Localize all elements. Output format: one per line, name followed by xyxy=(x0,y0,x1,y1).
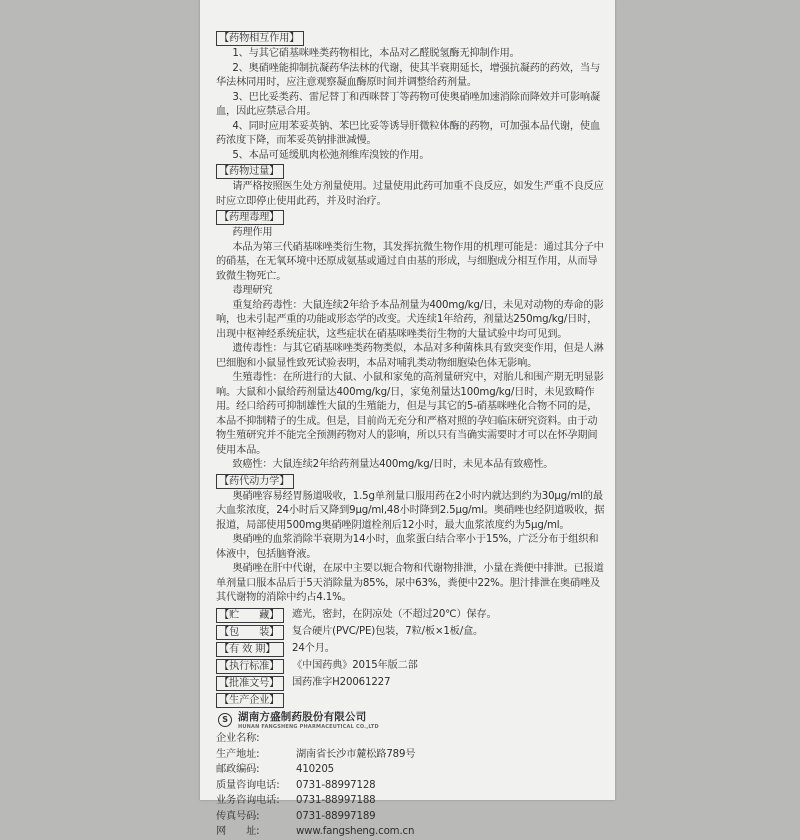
info-row-shelf-life xyxy=(216,641,607,658)
paragraph: 奥硝唑的血浆消除半衰期为14小时，血浆蛋白结合率小于15%，广泛分布于组织和体液中，包括脑脊液。 xyxy=(216,534,599,560)
paragraph: 遗传毒性：与其它硝基咪唑类药物类似，本品对多种菌株具有致突变作用，但是人淋巴细胞和小鼠显性致死试验表明，本品对哺乳类动物细胞染色体无影响。 xyxy=(216,343,604,369)
contact-row-company xyxy=(216,731,607,747)
section-heading: 【药代动力学】 xyxy=(216,474,294,489)
contact-row-website xyxy=(216,824,607,840)
manufacturer-name-en: HUNAN FANGSHENG PHARMACEUTICAL CO.,LTD xyxy=(238,724,379,730)
info-label: 【贮 藏】 xyxy=(216,608,284,623)
paragraph: 奥硝唑在肝中代谢，在尿中主要以轭合物和代谢物排泄，小量在粪便中排泄。已报道单剂量口服本品后于5天消除量为85%，尿中63%，粪便中22%。胆汁排泄在奥硝唑及其代谢物的消除中约占4.1%。 xyxy=(216,563,604,603)
contact-row-fax xyxy=(216,809,607,825)
contact-value: 0731-88997189 xyxy=(296,810,376,822)
info-value: 24个月。 xyxy=(292,642,335,654)
contact-label: 生产地址: xyxy=(216,748,260,760)
section-heading: 【药物相互作用】 xyxy=(216,31,304,46)
package-insert-sheet xyxy=(200,0,615,837)
contact-row-postcode xyxy=(216,762,607,778)
company-logo-icon: S xyxy=(218,713,232,727)
paragraph: 奥硝唑容易经胃肠道吸收，1.5g单剂量口服用药在2小时内就达到约为30μg/ml的最大血浆浓度，24小时后又降到9μg/ml,48小时降到2.5μg/ml。奥硝唑也经阴道吸收，据报道，局部使用500mg奥硝唑阴道栓剂后12小时，最大血浆浓度约为5μg/ml。 xyxy=(216,490,605,531)
info-row-approval-number xyxy=(216,675,607,692)
contact-value xyxy=(294,731,296,747)
paragraph: 3、巴比妥类药、雷尼替丁和西咪替丁等药物可使奥硝唑加速消除而降效并可影响凝血，因此应禁忌合用。 xyxy=(216,91,600,117)
paragraph: 请严格按照医生处方剂量使用。过量使用此药可加重不良反应，如发生严重不良反应时应立即停止使用此药，并及时治疗。 xyxy=(216,181,604,207)
manufacturer-name xyxy=(238,710,379,731)
contact-value: 0731-88997188 xyxy=(296,795,376,806)
section-overdose xyxy=(216,163,607,209)
contact-row-business-phone xyxy=(216,793,607,809)
info-value xyxy=(284,692,292,709)
section-heading: 【药物过量】 xyxy=(216,164,284,179)
section-pharmacology-toxicology xyxy=(216,209,607,473)
contact-details xyxy=(216,731,607,840)
subheading: 毒理研究 xyxy=(232,285,273,296)
paragraph: 生殖毒性：在所进行的大鼠、小鼠和家兔的高剂量研究中，对胎儿和围产期无明显影响。大鼠和小鼠给药剂量达400mg/kg/日，家兔剂量达100mg/kg/日时，未见致畸作用。经口给药可抑制雄性大鼠的生殖能力，但是与其它的5-硝基咪唑化合物不同的是，本品不抑制精子的生成。但是，目前尚无充分和严格对照的孕妇临床研究资料。由于动物生殖研究并不能完全预测药物对人的影响，所以只有当确实需要时才可以在怀孕期间使用本品。 xyxy=(216,372,604,456)
info-row-manufacturer xyxy=(216,692,607,709)
info-value: 《中国药典》2015年版二部 xyxy=(292,659,418,671)
info-row-standard xyxy=(216,658,607,675)
section-drug-interactions xyxy=(216,30,607,163)
info-label: 【批准文号】 xyxy=(216,676,284,691)
manufacturer-logo xyxy=(216,710,607,731)
paragraph: 本品为第三代硝基咪唑类衍生物，其发挥抗微生物作用的机理可能是：通过其分子中的硝基，在无氧环境中还原成氨基或通过自由基的形成，与细胞成分相互作用，从而导致微生物死亡。 xyxy=(216,241,604,282)
contact-label: 质量咨询电话: xyxy=(216,779,280,791)
info-label: 【有 效 期】 xyxy=(216,642,284,657)
section-pharmacokinetics xyxy=(216,473,607,606)
info-row-storage xyxy=(216,607,607,624)
contact-label: 企业名称: xyxy=(216,733,260,744)
info-label: 【生产企业】 xyxy=(216,693,284,708)
contact-label: 业务咨询电话: xyxy=(216,795,280,806)
info-label: 【包 装】 xyxy=(216,625,284,640)
info-value: 国药准字H20061227 xyxy=(292,676,391,688)
paragraph: 2、奥硝唑能抑制抗凝药华法林的代谢，使其半衰期延长，增强抗凝药的药效，当与华法林同用时，应注意观察凝血酶原时间并调整给药剂量。 xyxy=(216,62,600,88)
info-value: 遮光，密封，在阴凉处（不超过20℃）保存。 xyxy=(292,608,497,620)
insert-content xyxy=(200,0,615,840)
contact-value: www.fangsheng.com.cn xyxy=(296,826,415,837)
contact-row-address xyxy=(216,747,607,763)
contact-label: 网 址: xyxy=(216,826,260,837)
info-row-packaging xyxy=(216,624,607,641)
contact-value: 410205 xyxy=(296,764,334,775)
contact-label: 传真号码: xyxy=(216,810,260,822)
section-heading: 【药理毒理】 xyxy=(216,210,284,225)
info-label: 【执行标准】 xyxy=(216,659,284,674)
contact-value: 0731-88997128 xyxy=(296,779,376,791)
paragraph: 重复给药毒性：大鼠连续2年给予本品剂量为400mg/kg/日，未见对动物的寿命的影响，也未引起严重的功能或形态学的改变。犬连续1年给药，剂量达250mg/kg/日时，出现中枢神经系统症状，这些症状在硝基咪唑类衍生物的大量试验中均可见到。 xyxy=(216,299,604,340)
manufacturer-name-cn: 湖南方盛制药股份有限公司 xyxy=(238,710,367,723)
info-value: 复合硬片(PVC/PE)包装，7粒/板×1板/盒。 xyxy=(292,625,484,637)
paragraph: 4、同时应用苯妥英钠、苯巴比妥等诱导肝微粒体酶的药物，可加强本品代谢，使血药浓度下降，而苯妥英钠排泄减慢。 xyxy=(216,120,600,146)
paragraph: 5、本品可延缓肌肉松弛剂维库溴铵的作用。 xyxy=(232,149,430,161)
contact-row-quality-phone xyxy=(216,778,607,794)
contact-value: 湖南省长沙市麓松路789号 xyxy=(296,748,416,760)
product-info xyxy=(216,607,607,709)
subheading: 药理作用 xyxy=(232,227,273,238)
contact-label: 邮政编码: xyxy=(216,764,260,775)
paragraph: 1、与其它硝基咪唑类药物相比，本品对乙醛脱氢酶无抑制作用。 xyxy=(232,48,520,59)
paragraph: 致癌性：大鼠连续2年给药剂量达400mg/kg/日时，未见本品有致癌性。 xyxy=(232,459,554,470)
